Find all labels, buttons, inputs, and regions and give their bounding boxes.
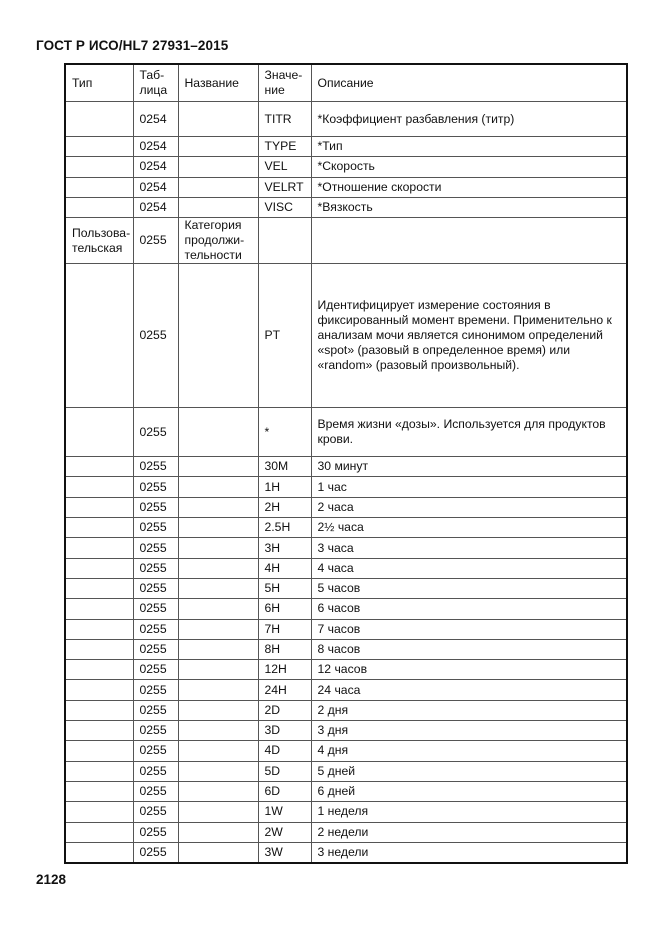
cell-table: 0255 <box>133 457 178 477</box>
cell-value: 7H <box>258 619 311 639</box>
table-row <box>65 558 627 578</box>
cell-name <box>178 741 258 761</box>
table-row <box>65 781 627 801</box>
table-row <box>65 639 627 659</box>
cell-type <box>65 137 133 157</box>
cell-name <box>178 660 258 680</box>
cell-description: 6 часов <box>311 599 627 619</box>
cell-type <box>65 599 133 619</box>
cell-description: 24 часа <box>311 680 627 700</box>
cell-description: 3 дня <box>311 721 627 741</box>
cell-description: 5 часов <box>311 578 627 598</box>
cell-table: 0255 <box>133 619 178 639</box>
cell-name <box>178 599 258 619</box>
cell-description: 4 часа <box>311 558 627 578</box>
table-row <box>65 578 627 598</box>
cell-type <box>65 680 133 700</box>
cell-table: 0255 <box>133 761 178 781</box>
cell-value: 1H <box>258 477 311 497</box>
cell-description: *Скорость <box>311 157 627 177</box>
table-row <box>65 137 627 157</box>
cell-table: 0254 <box>133 157 178 177</box>
cell-type <box>65 457 133 477</box>
table-row <box>65 157 627 177</box>
cell-table: 0255 <box>133 408 178 457</box>
cell-description: 12 часов <box>311 660 627 680</box>
column-header-type: Тип <box>65 64 133 102</box>
cell-name <box>178 102 258 137</box>
cell-description: 1 час <box>311 477 627 497</box>
cell-name <box>178 177 258 197</box>
cell-type <box>65 102 133 137</box>
cell-description: Идентифицирует измерение состояния в фиксированный момент времени. Применительно к анализам мочи является синонимом определений «spot» (разовый в определенное время) или «random» (разовый произвольный). <box>311 264 627 408</box>
cell-description: *Тип <box>311 137 627 157</box>
table-row <box>65 264 627 408</box>
cell-name <box>178 558 258 578</box>
cell-value: 8H <box>258 639 311 659</box>
cell-name <box>178 842 258 863</box>
cell-description: 6 дней <box>311 781 627 801</box>
table-row <box>65 802 627 822</box>
cell-type <box>65 822 133 842</box>
table-row <box>65 102 627 137</box>
cell-value: 2D <box>258 700 311 720</box>
cell-type <box>65 741 133 761</box>
column-header-table: Таб- лица <box>133 64 178 102</box>
cell-value: TITR <box>258 102 311 137</box>
cell-table: 0255 <box>133 538 178 558</box>
cell-value: PT <box>258 264 311 408</box>
cell-type <box>65 578 133 598</box>
table-row <box>65 518 627 538</box>
cell-value: * <box>258 408 311 457</box>
table-row <box>65 741 627 761</box>
table-row <box>65 538 627 558</box>
cell-description: 3 часа <box>311 538 627 558</box>
cell-type <box>65 721 133 741</box>
cell-table: 0255 <box>133 264 178 408</box>
cell-value: 6D <box>258 781 311 801</box>
cell-table: 0255 <box>133 802 178 822</box>
cell-description: 2½ часа <box>311 518 627 538</box>
cell-value: 5D <box>258 761 311 781</box>
cell-table: 0255 <box>133 558 178 578</box>
cell-table: 0255 <box>133 741 178 761</box>
table-row <box>65 599 627 619</box>
cell-name <box>178 497 258 517</box>
cell-value: 3W <box>258 842 311 863</box>
cell-type <box>65 497 133 517</box>
cell-type <box>65 619 133 639</box>
cell-type <box>65 518 133 538</box>
cell-table: 0254 <box>133 102 178 137</box>
cell-type <box>65 477 133 497</box>
cell-name <box>178 700 258 720</box>
column-header-value: Значе- ние <box>258 64 311 102</box>
table-row <box>65 177 627 197</box>
table-row <box>65 408 627 457</box>
table-row <box>65 497 627 517</box>
cell-name <box>178 680 258 700</box>
cell-description: *Вязкость <box>311 197 627 217</box>
cell-name <box>178 781 258 801</box>
cell-table: 0255 <box>133 842 178 863</box>
code-table <box>64 63 628 864</box>
cell-description: *Отношение скорости <box>311 177 627 197</box>
cell-table: 0254 <box>133 177 178 197</box>
cell-type <box>65 157 133 177</box>
table-row <box>65 660 627 680</box>
cell-type <box>65 177 133 197</box>
table-row <box>65 822 627 842</box>
cell-table: 0254 <box>133 197 178 217</box>
cell-name <box>178 802 258 822</box>
cell-type <box>65 842 133 863</box>
cell-description: Время жизни «дозы». Используется для продуктов крови. <box>311 408 627 457</box>
cell-description: 5 дней <box>311 761 627 781</box>
cell-name <box>178 137 258 157</box>
column-header-name: Название <box>178 64 258 102</box>
cell-value: 3D <box>258 721 311 741</box>
cell-description: 7 часов <box>311 619 627 639</box>
cell-type <box>65 639 133 659</box>
cell-value: 12H <box>258 660 311 680</box>
cell-value: 5H <box>258 578 311 598</box>
cell-table: 0255 <box>133 497 178 517</box>
cell-name <box>178 197 258 217</box>
cell-name <box>178 457 258 477</box>
table-row <box>65 197 627 217</box>
table-row <box>65 842 627 863</box>
cell-value: 3H <box>258 538 311 558</box>
cell-value: 30M <box>258 457 311 477</box>
cell-table: 0255 <box>133 599 178 619</box>
cell-description: 2 часа <box>311 497 627 517</box>
cell-type <box>65 558 133 578</box>
cell-table: 0255 <box>133 781 178 801</box>
cell-type <box>65 197 133 217</box>
table-row <box>65 619 627 639</box>
table-row-category <box>65 218 627 264</box>
cell-type <box>65 660 133 680</box>
cell-description: *Коэффициент разбавления (титр) <box>311 102 627 137</box>
cell-name <box>178 518 258 538</box>
cell-name: Категория продолжи- тельности <box>178 218 258 264</box>
cell-name <box>178 408 258 457</box>
table-row <box>65 680 627 700</box>
cell-name <box>178 477 258 497</box>
cell-description: 1 неделя <box>311 802 627 822</box>
cell-description: 8 часов <box>311 639 627 659</box>
table-header-row <box>65 64 627 102</box>
cell-table: 0255 <box>133 639 178 659</box>
cell-name <box>178 578 258 598</box>
cell-table: 0255 <box>133 477 178 497</box>
table-row <box>65 477 627 497</box>
cell-value: 2H <box>258 497 311 517</box>
cell-name <box>178 721 258 741</box>
cell-name <box>178 157 258 177</box>
cell-name <box>178 639 258 659</box>
cell-type <box>65 408 133 457</box>
cell-description: 3 недели <box>311 842 627 863</box>
cell-table: 0255 <box>133 721 178 741</box>
cell-value: VISC <box>258 197 311 217</box>
cell-table: 0255 <box>133 700 178 720</box>
cell-name <box>178 264 258 408</box>
cell-value: 2.5H <box>258 518 311 538</box>
cell-value: VEL <box>258 157 311 177</box>
cell-description: 2 недели <box>311 822 627 842</box>
cell-description: 4 дня <box>311 741 627 761</box>
cell-name <box>178 822 258 842</box>
page-number: 2128 <box>36 872 67 887</box>
cell-type <box>65 264 133 408</box>
cell-type <box>65 781 133 801</box>
cell-value: 6H <box>258 599 311 619</box>
cell-value: 4H <box>258 558 311 578</box>
cell-type <box>65 802 133 822</box>
cell-type <box>65 700 133 720</box>
cell-description: 30 минут <box>311 457 627 477</box>
cell-type <box>65 761 133 781</box>
cell-value: 1W <box>258 802 311 822</box>
cell-type <box>65 538 133 558</box>
cell-name <box>178 761 258 781</box>
cell-description <box>311 218 627 264</box>
table-row <box>65 457 627 477</box>
cell-value: 4D <box>258 741 311 761</box>
cell-table: 0255 <box>133 578 178 598</box>
cell-table: 0255 <box>133 822 178 842</box>
cell-value: TYPE <box>258 137 311 157</box>
cell-table: 0254 <box>133 137 178 157</box>
table-row <box>65 761 627 781</box>
cell-table: 0255 <box>133 680 178 700</box>
cell-value: 24H <box>258 680 311 700</box>
cell-table: 0255 <box>133 218 178 264</box>
table-row <box>65 700 627 720</box>
table-row <box>65 721 627 741</box>
document-header: ГОСТ Р ИСО/HL7 27931–2015 <box>36 38 229 53</box>
cell-value <box>258 218 311 264</box>
cell-value: VELRT <box>258 177 311 197</box>
cell-description: 2 дня <box>311 700 627 720</box>
cell-table: 0255 <box>133 518 178 538</box>
cell-name <box>178 538 258 558</box>
cell-type: Пользова- тельская <box>65 218 133 264</box>
cell-table: 0255 <box>133 660 178 680</box>
cell-value: 2W <box>258 822 311 842</box>
column-header-description: Описание <box>311 64 627 102</box>
cell-name <box>178 619 258 639</box>
